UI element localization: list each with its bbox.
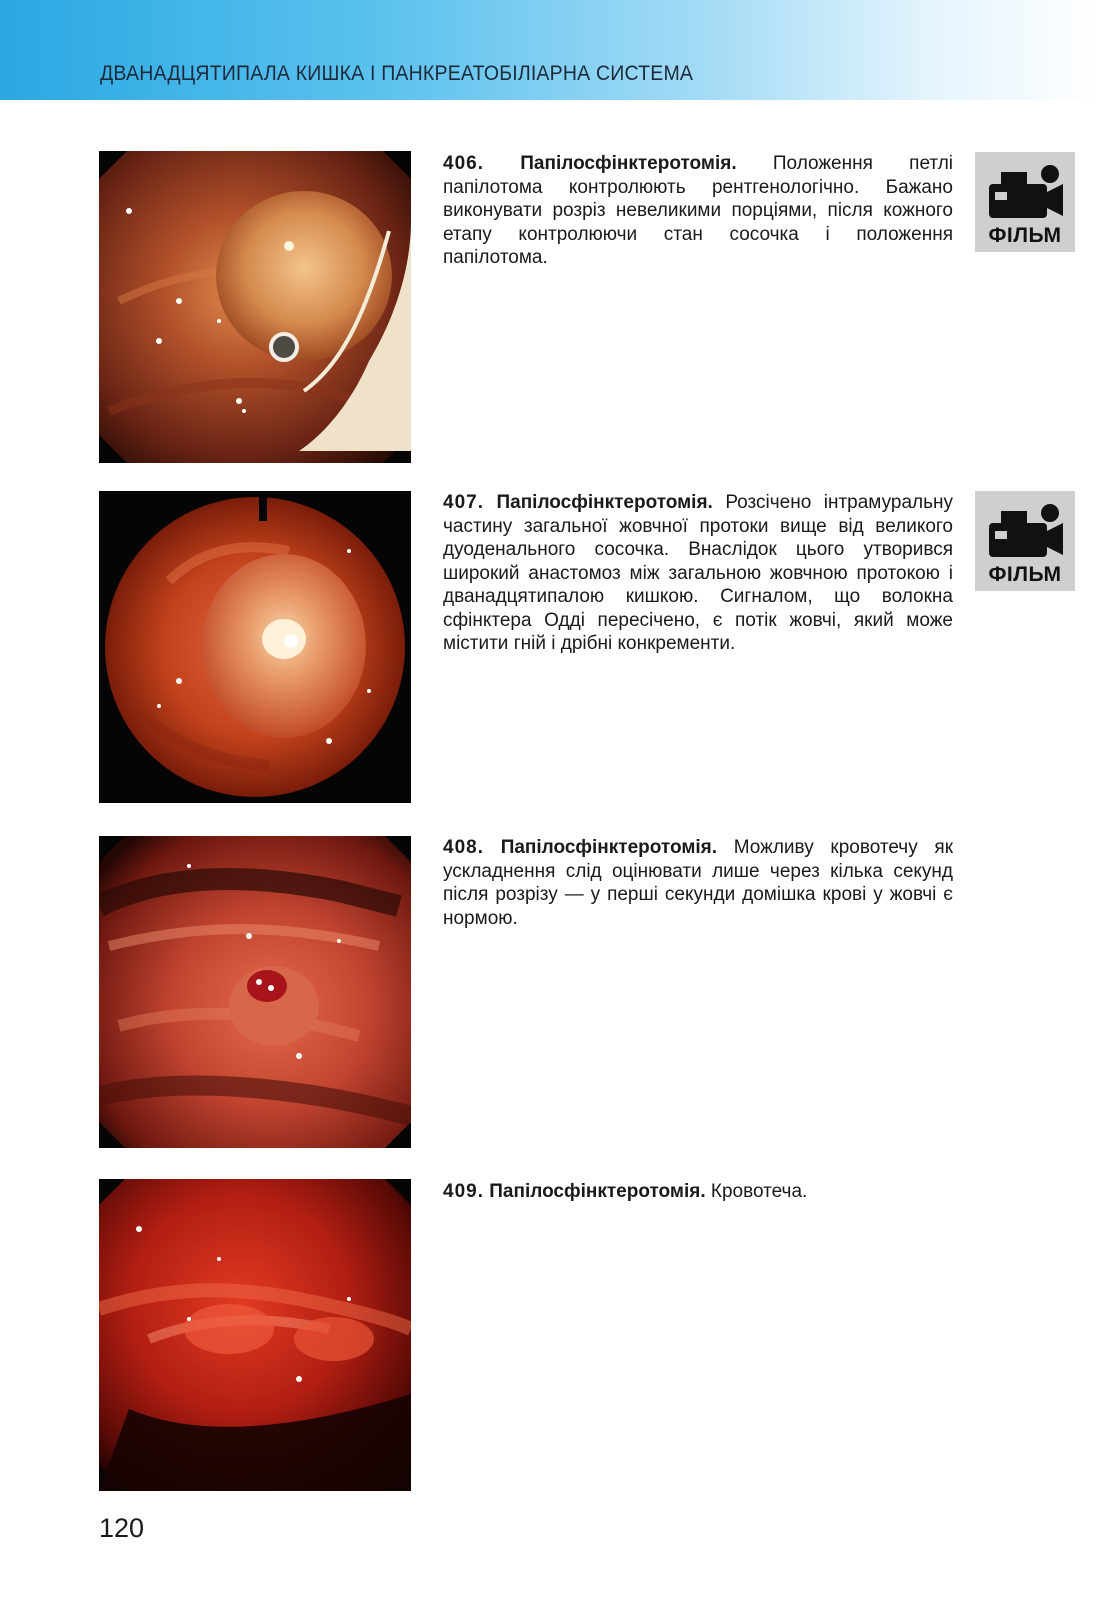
film-badge-406[interactable]	[975, 152, 1075, 252]
entry-body: Положення петлі папілотома контролюють рентгенологічно. Бажано виконувати розріз невеликими порціями, після кожного етапу контролюючи стан сосочка і положення папілотома.	[443, 153, 953, 268]
running-header-title: ДВАНАДЦЯТИПАЛА КИШКА І ПАНКРЕАТОБІЛІАРНА СИСТЕМА	[100, 62, 694, 85]
video-camera-icon	[987, 501, 1065, 561]
entry-heading: Папілосфінктеротомія.	[520, 153, 737, 174]
entry-409-text	[443, 1180, 953, 1204]
page-number: 120	[99, 1513, 145, 1543]
endoscopy-image-407	[99, 491, 411, 803]
entry-heading: Папілосфінктеротомія.	[496, 492, 713, 513]
entry-408-text	[443, 836, 953, 930]
entry-number: 406.	[443, 153, 484, 174]
film-badge-407[interactable]	[975, 491, 1075, 591]
endoscopy-image-409	[99, 1179, 411, 1491]
entry-number: 408.	[443, 837, 484, 858]
entry-407-text	[443, 491, 953, 656]
endoscopy-image-406	[99, 151, 411, 463]
entry-body: Розсічено інтрамуральну частину загальної жовчної протоки вище від великого дуоденального сосочка. Внаслідок цього утворився широкий анастомоз між загальною жовчною протокою і дванадцятипалою кишкою. Сигналом, що волокна сфінктера Одді пересічено, є потік жовчі, який може містити гній і дрібні конкременти.	[443, 492, 953, 654]
entry-406-text	[443, 152, 953, 270]
entry-number: 407.	[443, 492, 484, 513]
entry-number: 409.	[443, 1181, 484, 1202]
entry-body: Можливу кровотечу як ускладнення слід оцінювати лише через кілька секунд після розрізу — у перші секунди домішка крові у жовчі є нормою.	[443, 837, 954, 929]
film-label: ФІЛЬМ	[988, 563, 1062, 586]
entry-heading: Папілосфінктеротомія.	[489, 1181, 706, 1202]
entry-heading: Папілосфінктеротомія.	[500, 837, 718, 858]
endoscopy-image-408	[99, 836, 411, 1148]
video-camera-icon	[987, 162, 1065, 222]
film-label: ФІЛЬМ	[988, 224, 1062, 247]
entry-body: Кровотеча.	[710, 1181, 808, 1202]
